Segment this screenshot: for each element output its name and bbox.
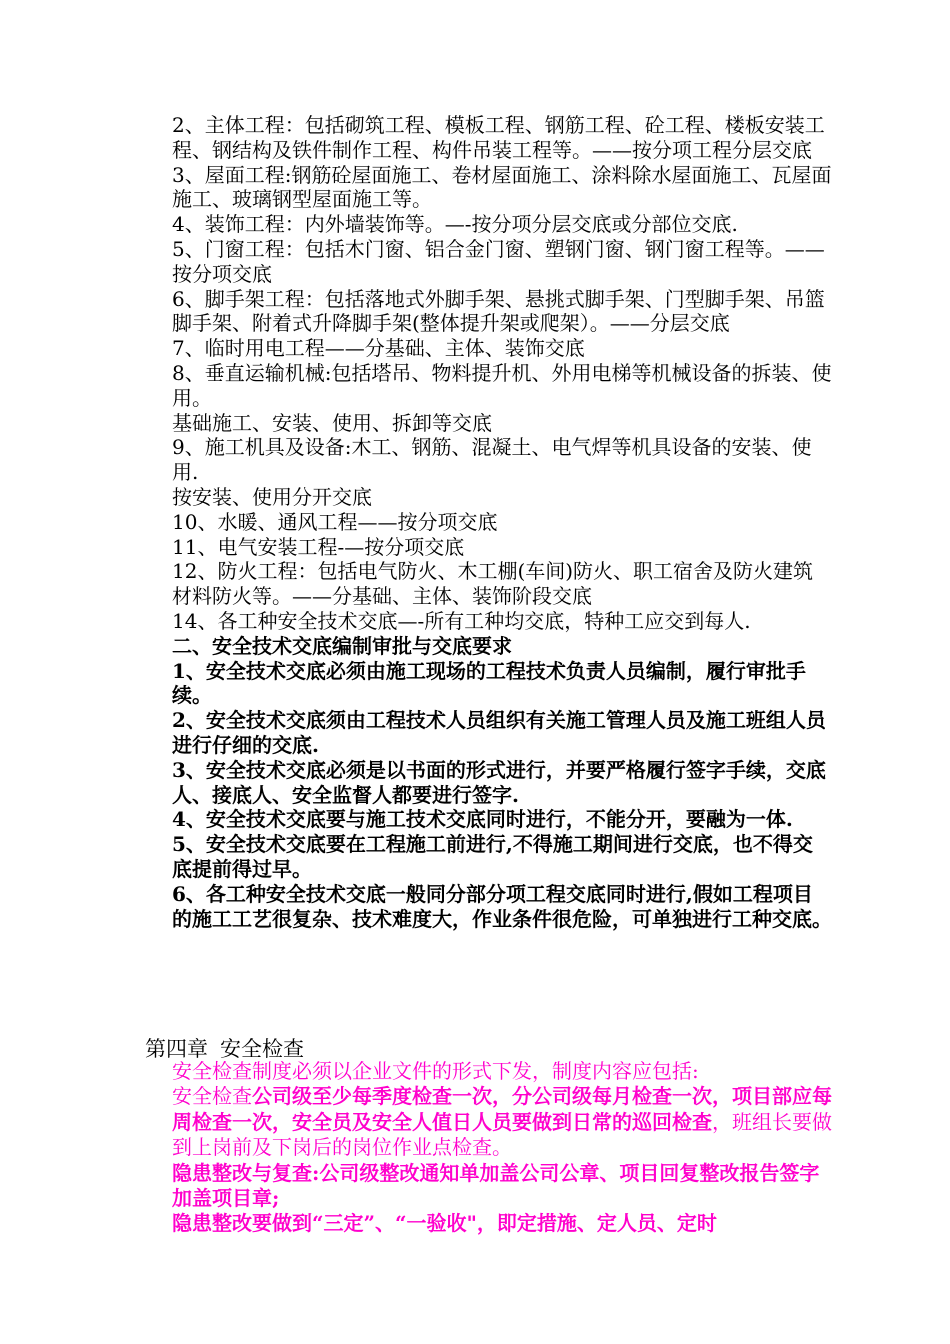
chapter-title: 安全检查 xyxy=(220,1037,304,1061)
rule-5: 5、安全技术交底要在工程施工前进行,不得施工期间进行交底，也不得交底提前得过早。 xyxy=(172,832,813,881)
inspection-frequency-tail: ，班组长要做到上岗前及下岗后的岗位作业点检查。 xyxy=(172,1109,832,1160)
inspection-frequency xyxy=(172,1084,832,1160)
inspection-intro: 安全检查制度必须以企业文件的形式下发，制度内容应包括: xyxy=(172,1059,699,1083)
item-vertical-transport-note: 基础施工、安装、使用、拆卸等交底 xyxy=(172,410,492,435)
item-door-window-works: 5、门窗工程：包括木门窗、铝合金门窗、塑钢门窗、钢门窗工程等。——按分项交底 xyxy=(172,236,825,286)
inspection-prefix: 安全检查 xyxy=(172,1084,252,1109)
rule-6: 6、各工种安全技术交底一般同分部分项工程交底同时进行,假如工程项目的施工工艺很复杂、技术难度大，作业条件很危险，可单独进行工种交底。 xyxy=(172,881,832,931)
rule-4: 4、安全技术交底要与施工技术交底同时进行，不能分开，要融为一体. xyxy=(172,807,793,832)
item-decoration-works: 4、装饰工程：内外墙装饰等。—-按分项分层交底或分部位交底. xyxy=(172,212,738,237)
hazard-rectification: 隐患整改与复查:公司级整改通知单加盖公司公章、项目回复整改报告签字加盖项目章; xyxy=(172,1160,820,1211)
inspection-section xyxy=(172,1059,832,1237)
item-fire-prevention: 12、防火工程：包括电气防火、木工棚(车间)防火、职工宿舍及防火建筑材料防火等。——分基础、主体、装饰阶段交底 xyxy=(172,559,814,609)
hazard-three-fixes: 隐患整改要做到“三定”、“一验收"，即定措施、定人员、定时 xyxy=(172,1211,717,1236)
item-roof-works: 3、屋面工程:钢筋砼屋面施工、卷材屋面施工、涂料除水屋面施工、瓦屋面施工、玻璃钢型屋面施工等。 xyxy=(172,162,832,212)
inspection-frequency-bold: 公司级至少每季度检查一次，分公司级每月检查一次，项目部应每周检查一次，安全员及安全人值日人员要做到日常的巡回检查 xyxy=(172,1084,832,1134)
item-electrical: 11、电气安装工程-—按分项交底 xyxy=(172,534,465,559)
rule-1: 1、安全技术交底必须由施工现场的工程技术负责人员编制，履行审批手续。 xyxy=(172,658,806,708)
item-vertical-transport: 8、垂直运输机械:包括塔吊、物料提升机、外用电梯等机械设备的拆装、使用。 xyxy=(172,360,832,410)
item-machinery: 9、施工机具及设备:木工、钢筋、混凝土、电气焊等机具设备的安装、使用. xyxy=(172,435,812,485)
item-temporary-power: 7、临时用电工程——分基础、主体、装饰交底 xyxy=(172,336,585,361)
item-all-trades: 14、各工种安全技术交底—-所有工种均交底，特种工应交到每人. xyxy=(172,608,751,633)
rule-2: 2、安全技术交底须由工程技术人员组织有关施工管理人员及施工班组人员进行仔细的交底. xyxy=(172,708,826,757)
item-machinery-note: 按安装、使用分开交底 xyxy=(172,484,372,509)
rule-3: 3、安全技术交底必须是以书面的形式进行，并要严格履行签字手续，交底人、接底人、安全监督人都要进行签字. xyxy=(172,757,826,807)
section-heading: 二、安全技术交底编制审批与交底要求 xyxy=(172,633,512,658)
chapter-number: 第四章 xyxy=(145,1037,208,1061)
document-body xyxy=(172,113,832,931)
item-hvac: 10、水暖、通风工程——按分项交底 xyxy=(172,509,498,534)
item-scaffold-works: 6、脚手架工程：包括落地式外脚手架、悬挑式脚手架、门型脚手架、吊篮脚手架、附着式升降脚手架(整体提升架或爬架）。——分层交底 xyxy=(172,286,825,336)
item-main-works: 2、主体工程：包括砌筑工程、模板工程、钢筋工程、砼工程、楼板安装工程、钢结构及铁件制作工程、构件吊装工程等。——按分项工程分层交底 xyxy=(172,113,825,162)
